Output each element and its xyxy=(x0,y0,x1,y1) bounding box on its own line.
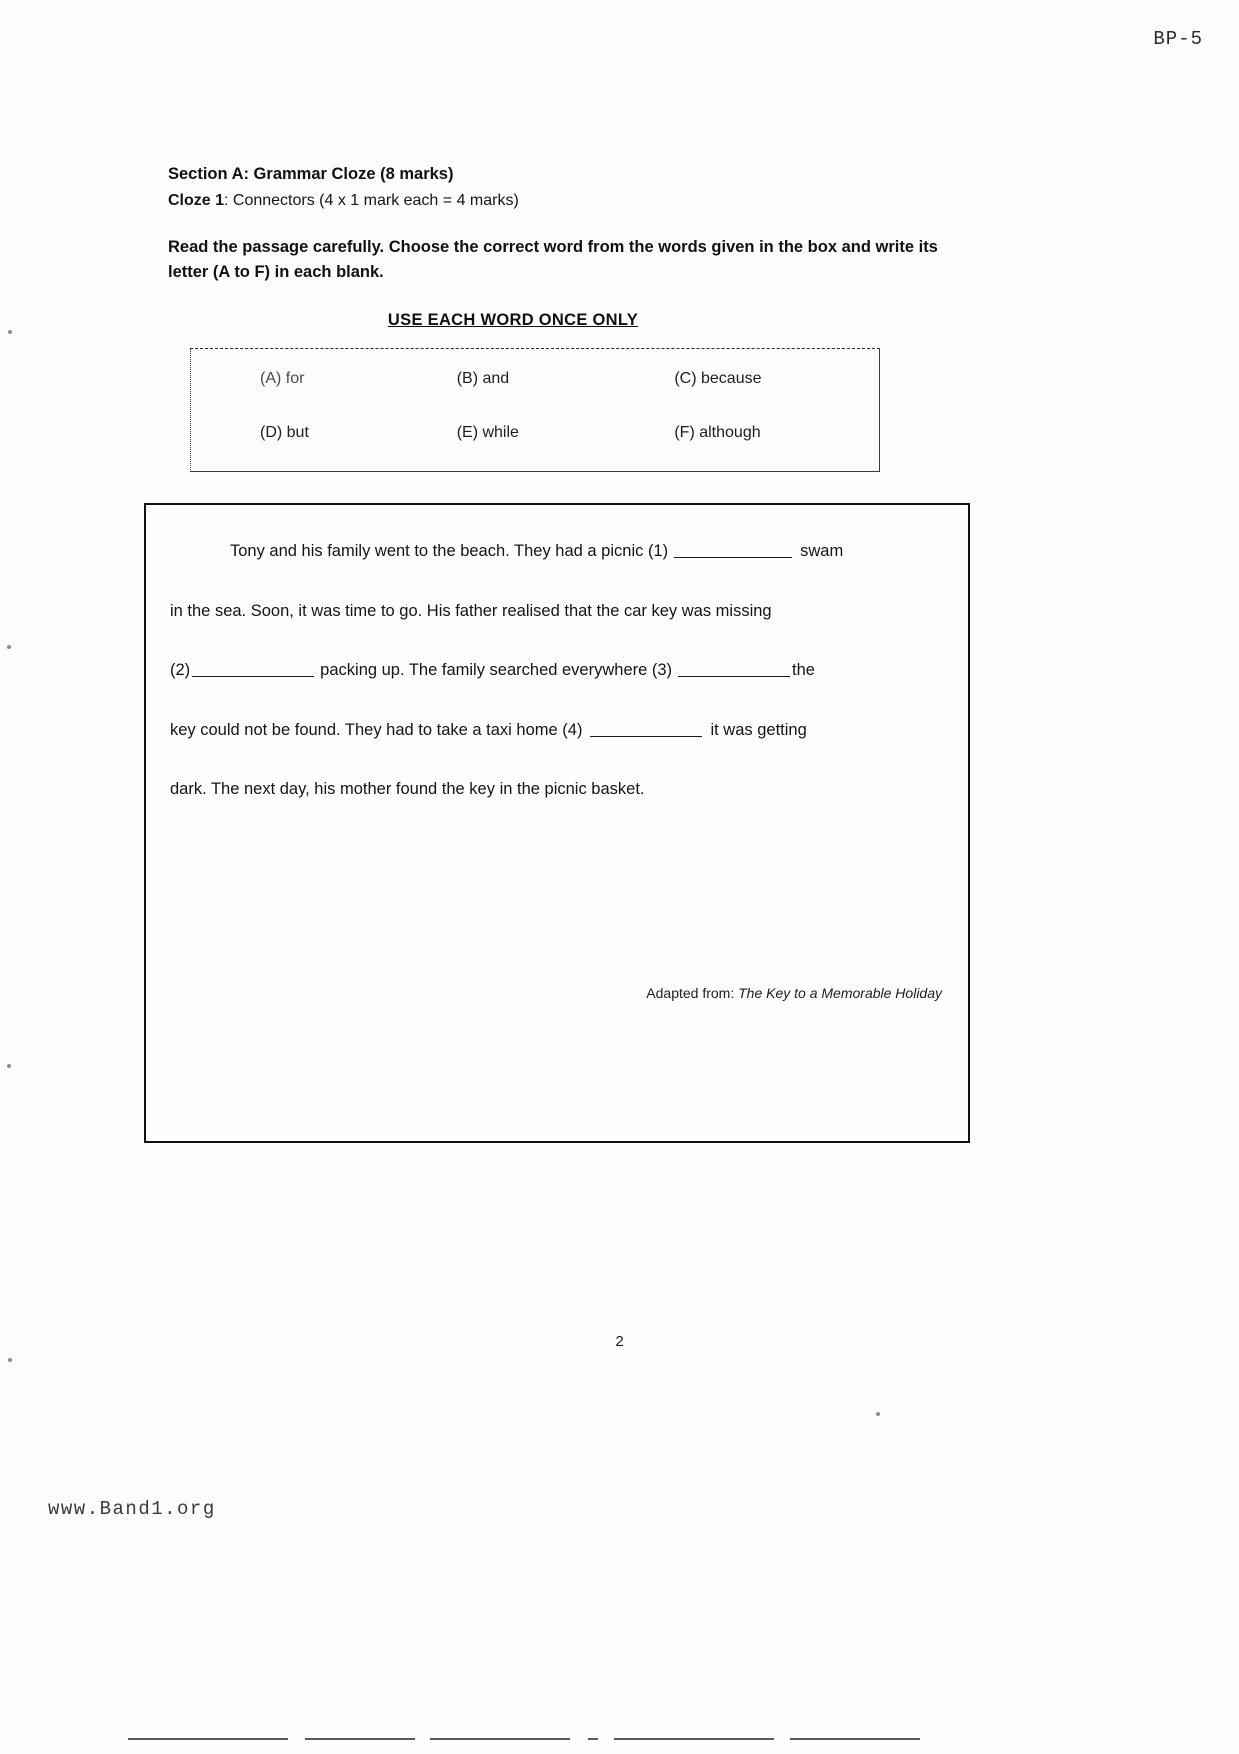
cloze-subtitle-prefix: Cloze 1 xyxy=(168,191,225,209)
answer-blank-2[interactable] xyxy=(192,662,314,677)
site-url: www.Band1.org xyxy=(48,1498,216,1520)
document-code: BP-5 xyxy=(1153,28,1203,50)
scan-edge-artifact xyxy=(790,1738,920,1740)
word-option-d: (D) but xyxy=(260,423,309,441)
passage-line-1-part-a: Tony and his family went to the beach. They had a picnic (1) xyxy=(230,542,669,560)
passage-line-3-part-c: the xyxy=(792,661,815,679)
answer-blank-3[interactable] xyxy=(678,662,790,677)
scan-edge-artifact xyxy=(614,1738,774,1740)
scan-edge-artifact xyxy=(305,1738,415,1740)
passage-text xyxy=(146,505,968,798)
word-bank-border-left xyxy=(190,348,191,472)
cloze-subtitle-rest: : Connectors (4 x 1 mark each = 4 marks) xyxy=(224,191,519,209)
passage-line-4-part-a: key could not be found. They had to take a taxi home (4) xyxy=(170,720,583,739)
passage-line-1-part-b: swam xyxy=(800,542,844,560)
passage-line-3 xyxy=(170,662,942,679)
passage-line-2: in the sea. Soon, it was time to go. His father realised that the car key was missing xyxy=(170,601,772,620)
page-number: 2 xyxy=(615,1333,624,1350)
passage-line-3-part-b: packing up. The family searched everywhere (3) xyxy=(320,661,673,679)
word-bank-row xyxy=(190,424,880,442)
word-bank-border-right xyxy=(879,348,880,472)
scan-speck xyxy=(8,1358,12,1362)
source-prefix: Adapted from: xyxy=(646,985,735,1001)
source-attribution xyxy=(646,985,942,1001)
scan-edge-artifact xyxy=(588,1738,598,1740)
word-bank-box xyxy=(190,348,880,472)
worksheet-content xyxy=(168,162,968,472)
section-title: Section A: Grammar Cloze (8 marks) xyxy=(168,165,454,183)
scan-speck xyxy=(876,1412,880,1416)
word-bank-border-bottom xyxy=(190,471,880,472)
word-option-a: (A) for xyxy=(260,369,305,387)
passage-box xyxy=(144,503,970,1143)
source-title: The Key to a Memorable Holiday xyxy=(738,985,942,1001)
passage-line-3-part-a: (2) xyxy=(170,661,191,679)
scan-edge-artifact xyxy=(430,1738,570,1740)
passage-line-1 xyxy=(170,543,942,560)
word-option-c: (C) because xyxy=(674,369,762,387)
use-each-word-heading: USE EACH WORD ONCE ONLY xyxy=(387,310,639,329)
word-bank-row xyxy=(190,370,880,388)
answer-blank-1[interactable] xyxy=(674,543,792,558)
word-bank-border-top xyxy=(190,348,880,349)
word-option-e: (E) while xyxy=(456,423,519,441)
passage-line-5: dark. The next day, his mother found the key in the picnic basket. xyxy=(170,780,645,798)
instructions-text: Read the passage carefully. Choose the correct word from the words given in the box and write its letter (A to F) in each blank. xyxy=(168,238,938,281)
scan-speck xyxy=(7,645,11,649)
cloze-subtitle xyxy=(168,188,968,214)
scan-speck xyxy=(7,1064,11,1068)
scan-speck xyxy=(8,330,12,334)
word-option-b: (B) and xyxy=(456,369,510,387)
answer-blank-4[interactable] xyxy=(590,722,702,737)
passage-line-4 xyxy=(170,722,942,739)
scan-edge-artifact xyxy=(128,1738,288,1740)
word-option-f: (F) although xyxy=(674,423,761,441)
passage-line-4-part-b: it was getting xyxy=(710,720,807,739)
